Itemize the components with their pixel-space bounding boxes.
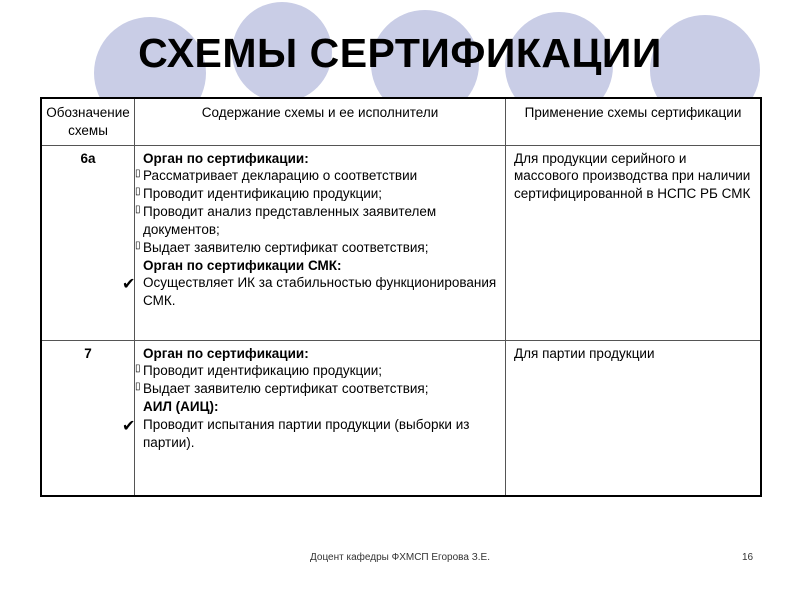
checkmark-icon: ✔ — [122, 276, 136, 294]
content-list-item — [135, 203, 499, 239]
scheme-content — [122, 145, 506, 340]
scheme-table — [40, 97, 762, 497]
line-text: Выдает заявителю сертификат соответствия; — [143, 381, 429, 397]
bullet-icon: ▯ — [135, 186, 141, 198]
line-text: Орган по сертификации СМК: — [143, 257, 342, 273]
table-row — [41, 145, 761, 340]
scheme-code: 7 — [41, 340, 135, 496]
content-list-item — [122, 416, 499, 452]
line-text: Орган по сертификации: — [143, 150, 309, 166]
executor-heading — [135, 257, 499, 275]
line-text: Орган по сертификации: — [143, 345, 309, 361]
line-text: Рассматривает декларацию о соответствии — [143, 168, 418, 184]
bullet-icon: ▯ — [135, 168, 141, 180]
content-list-item — [135, 380, 499, 398]
bullet-icon: ▯ — [135, 381, 141, 393]
header-content: Содержание схемы и ее исполнители — [135, 98, 506, 145]
line-text: Проводит испытания партии продукции (выборки из партии). — [143, 416, 470, 450]
scheme-application: Для партии продукции — [506, 340, 762, 496]
table-header-row — [41, 98, 761, 145]
line-text: Проводит анализ представленных заявителем документов; — [143, 204, 437, 237]
bullet-icon: ▯ — [135, 239, 141, 251]
line-text: Выдает заявителю сертификат соответствия; — [143, 239, 429, 255]
executor-heading — [135, 345, 499, 363]
content-list-item — [135, 167, 499, 185]
content-list-item — [135, 362, 499, 380]
line-text: Проводит идентификацию продукции; — [143, 363, 383, 379]
content-list-item — [122, 274, 499, 310]
page-number: 16 — [742, 552, 754, 563]
line-text: Осуществляет ИК за стабильностью функционирования СМК. — [143, 275, 497, 309]
table-row — [41, 340, 761, 496]
line-text: Проводит идентификацию продукции; — [143, 186, 383, 202]
scheme-application: Для продукции серийного и массового производства при наличии сертифицированной в НСПС РБ СМК — [506, 145, 762, 340]
footer-author: Доцент кафедры ФХМСП Егорова З.Е. — [310, 552, 490, 563]
scheme-content — [122, 340, 506, 496]
header-application: Применение схемы сертификации — [506, 98, 762, 145]
header-code: Обозначение схемы — [41, 98, 135, 145]
scheme-code: 6а — [41, 145, 135, 340]
checkmark-icon: ✔ — [122, 417, 136, 435]
bullet-icon: ▯ — [135, 363, 141, 375]
page-title: СХЕМЫ СЕРТИФИКАЦИИ — [138, 30, 662, 76]
content-list-item — [135, 185, 499, 203]
bullet-icon: ▯ — [135, 204, 141, 216]
executor-heading — [135, 150, 499, 168]
line-text: АИЛ (АИЦ): — [143, 399, 219, 415]
content-list-item — [135, 239, 499, 257]
executor-heading — [135, 398, 499, 416]
